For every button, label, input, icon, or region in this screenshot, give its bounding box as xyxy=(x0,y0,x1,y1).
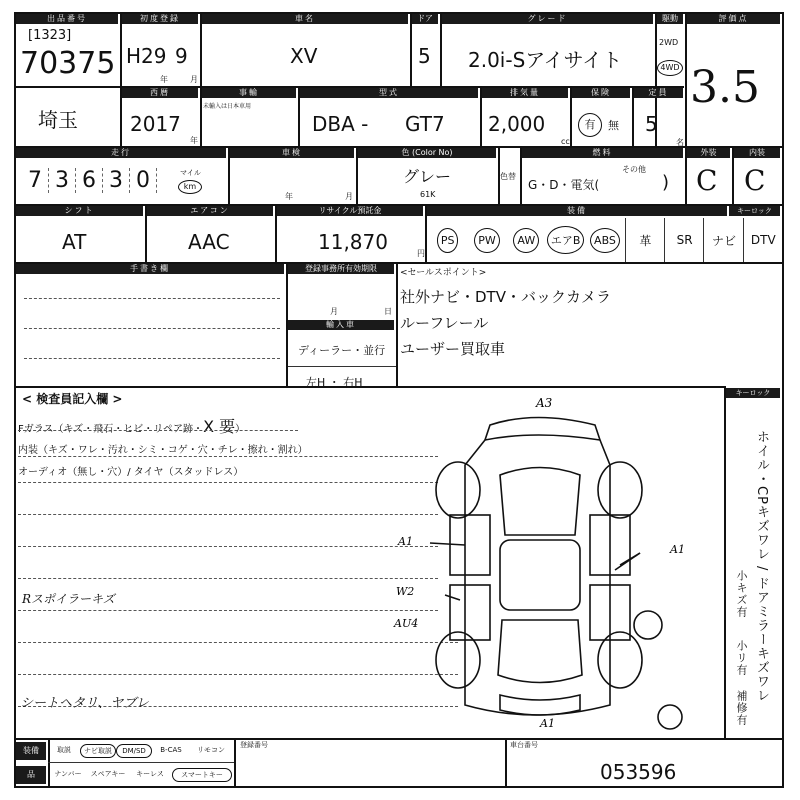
model-year: 2017 xyxy=(130,112,181,136)
footer-item: キーレス xyxy=(136,770,164,778)
mileage-digit: 7 xyxy=(22,168,49,193)
mark-left-rear: W2 xyxy=(396,585,415,598)
equipment-item xyxy=(743,218,783,262)
footer-item: ナンバー xyxy=(54,770,82,778)
reg-date-header: 登録事務所有効期限 xyxy=(288,264,394,274)
insurance-header: 保険 xyxy=(572,88,630,98)
footer-items-row2 xyxy=(50,766,234,784)
ac-header: エアコン xyxy=(147,206,273,216)
cc-unit: cc xyxy=(561,137,570,146)
equipment-label: エアB xyxy=(547,226,585,254)
audio-line: オーディオ（無し・穴）/ タイヤ（スタッドレス） xyxy=(18,467,244,478)
footer-item: DM/SD xyxy=(116,744,152,758)
equipment-item xyxy=(507,218,546,262)
mileage-digit: 3 xyxy=(103,168,130,193)
handwritten-note-2: シートヘタリ、ヤブレ xyxy=(20,696,149,711)
drive-header: 駆動 xyxy=(657,14,683,24)
equipment-item xyxy=(625,218,665,262)
dealer-option: ディーラー・並行 xyxy=(298,344,386,357)
import-note: 未輸入は日本車用 xyxy=(203,103,252,110)
v-rule xyxy=(396,262,398,386)
frame-left xyxy=(14,12,16,788)
recycle-header: リサイクル預託金 xyxy=(277,206,423,216)
footer-label-2: 品 xyxy=(16,766,46,784)
dashed-rule xyxy=(18,578,438,579)
sales-points xyxy=(400,284,611,362)
model-prefix: DBA - xyxy=(312,112,369,136)
mark-front: A3 xyxy=(536,396,553,410)
equipment-label: ABS xyxy=(590,228,620,253)
dashed-rule xyxy=(18,430,298,431)
reg-number-label: 登録番号 xyxy=(240,741,268,749)
right-note-1: 小キズ有 xyxy=(735,570,748,618)
reg-month: 月 xyxy=(330,307,338,316)
mileage-header: 走行 xyxy=(16,148,226,158)
dashed-rule xyxy=(24,298,280,299)
fuel-other-label: その他 xyxy=(622,165,646,174)
model-header: 型式 xyxy=(300,88,478,98)
insurance-yes: 有 xyxy=(578,113,602,137)
model-code: GT7 xyxy=(405,112,445,136)
displacement-header: 排気量 xyxy=(482,88,568,98)
drive-2wd: 2WD xyxy=(659,38,679,47)
mileage-digit: 6 xyxy=(76,168,103,193)
equipment-item xyxy=(467,218,506,262)
capacity-header: 定員 xyxy=(634,88,683,98)
color-change: 色替 xyxy=(500,172,516,181)
car-diagram xyxy=(390,395,685,740)
inspection-header: 車検 xyxy=(230,148,354,158)
equipment-list xyxy=(428,218,782,262)
mark-rear: A1 xyxy=(540,717,555,730)
color-code: 61K xyxy=(420,190,436,199)
sales-label: <セールスポイント> xyxy=(400,268,487,278)
glass-mark: X 要 xyxy=(203,417,236,436)
lot-bracket: [1323] xyxy=(28,28,72,43)
grade-header: グレード xyxy=(442,14,653,24)
capacity-unit: 名 xyxy=(676,138,684,147)
year-unit: 年 xyxy=(190,136,198,145)
dashed-rule xyxy=(24,328,280,329)
footer-item: ナビ取説 xyxy=(80,744,116,758)
equipment-label: 革 xyxy=(639,233,652,248)
handwritten-note-1: Rスポイラーキズ xyxy=(22,592,115,606)
doors-header: ドア xyxy=(412,14,438,24)
inspection-month-unit: 月 xyxy=(345,192,353,201)
month-unit: 月 xyxy=(190,75,198,84)
mile-unit: マイル xyxy=(180,169,201,177)
fuel-close: ) xyxy=(662,172,670,193)
equipment-label: PW xyxy=(474,228,500,253)
dashed-rule xyxy=(18,610,438,611)
lot-header: 出品番号 xyxy=(16,14,118,24)
grade: 2.0i-Sアイサイト xyxy=(468,48,623,72)
sales-point: ルーフレール xyxy=(400,314,489,332)
first-reg-header: 初度登録 xyxy=(122,14,198,24)
interior-line: 内装（キズ・ワレ・汚れ・シミ・コゲ・穴・チレ・擦れ・割れ） xyxy=(18,445,308,456)
car-name: XV xyxy=(290,44,318,68)
equipment-label: ナビ xyxy=(711,233,736,248)
equipment-label: DTV xyxy=(750,233,776,247)
equipment-item xyxy=(428,218,467,262)
location: 埼玉 xyxy=(38,108,78,132)
equipment-item xyxy=(703,218,743,262)
fuel-options: G・D・電気( xyxy=(528,178,600,192)
dashed-rule xyxy=(24,358,280,359)
recycle-fee: 11,870 xyxy=(318,230,388,254)
dashed-rule xyxy=(18,514,438,515)
chassis-number: 053596 xyxy=(600,760,677,784)
steering-option: 左H ・ 右H xyxy=(306,376,363,389)
footer-item: B-CAS xyxy=(160,746,182,754)
color-header: 色 (Color No) xyxy=(358,148,496,158)
equipment-header: 装備 xyxy=(427,206,727,216)
keylock-header: キーロック xyxy=(729,206,780,216)
rule xyxy=(48,762,234,763)
right-note-2: 小リ有 xyxy=(735,640,748,676)
equipment-item xyxy=(546,218,585,262)
footer-items-row1 xyxy=(50,742,234,760)
mileage-digit: 0 xyxy=(130,168,157,193)
dashed-rule xyxy=(18,456,438,457)
color: グレー xyxy=(403,167,452,186)
footer-label-1: 装備 xyxy=(16,742,46,760)
km-unit: km xyxy=(178,180,202,194)
shift: AT xyxy=(62,230,87,254)
v-rule xyxy=(234,738,236,786)
reg-day: 日 xyxy=(384,307,392,316)
footer-item: スペアキー xyxy=(90,770,126,778)
sales-point: 社外ナビ・DTV・バックカメラ xyxy=(400,288,611,306)
displacement: 2,000 xyxy=(488,112,546,136)
entry-header: 輸入車 xyxy=(288,320,394,330)
mileage-digit: 3 xyxy=(49,168,76,193)
mark-left-bumper: AU4 xyxy=(394,617,419,630)
v-rule xyxy=(724,386,726,738)
chassis-label: 車台番号 xyxy=(510,741,538,749)
equipment-item xyxy=(664,218,704,262)
exterior-grade: C xyxy=(696,164,718,197)
inspection-year-unit: 年 xyxy=(285,192,293,201)
v-rule xyxy=(120,12,122,146)
handwrite-header: 手書き欄 xyxy=(16,264,284,274)
lot-number: 70375 xyxy=(20,46,116,81)
footer-item: リモコン xyxy=(197,746,225,754)
v-rule xyxy=(505,738,507,786)
score: 3.5 xyxy=(690,62,760,113)
interior-grade: C xyxy=(744,164,766,197)
keylock-box: キーロック xyxy=(726,388,780,398)
v-rule xyxy=(685,12,687,146)
sales-point: ユーザー買取車 xyxy=(400,340,506,358)
mark-right: A1 xyxy=(670,543,685,556)
yen-unit: 円 xyxy=(417,249,425,258)
footer-item: 取説 xyxy=(57,746,71,754)
year-header: 西暦 xyxy=(122,88,198,98)
capacity: 5 xyxy=(645,112,658,136)
equipment-label: PS xyxy=(437,228,459,253)
equipment-label: SR xyxy=(676,233,693,247)
glass-close: ） xyxy=(235,424,246,435)
glass-text: Fガラス（キズ・飛石・ヒビ・リペア跡・ xyxy=(18,424,204,435)
import-header: 事輸 xyxy=(202,88,296,98)
right-note-3: 補修有 xyxy=(735,690,748,726)
dashed-rule xyxy=(18,546,438,547)
dashed-rule xyxy=(18,482,438,483)
first-reg-month: 9 xyxy=(175,44,188,68)
shift-header: シフト xyxy=(16,206,143,216)
year-unit: 年 xyxy=(160,75,168,84)
right-notes: ホイル・CPキズワレ / ドアミラーキズワレ xyxy=(754,430,769,703)
ac: AAC xyxy=(188,230,230,254)
inspection-title: < 検査員記入欄 > xyxy=(22,392,123,406)
exterior-header: 外装 xyxy=(687,148,730,158)
fuel-header: 燃料 xyxy=(522,148,683,158)
interior-header: 内装 xyxy=(734,148,780,158)
frame-right xyxy=(782,12,784,788)
first-reg-era: H29 xyxy=(126,44,167,68)
mark-left-front: A1 xyxy=(398,535,413,548)
mileage-digits xyxy=(22,168,157,193)
score-header: 評価点 xyxy=(687,14,780,24)
rule xyxy=(288,366,396,367)
footer-item: スマートキー xyxy=(172,768,232,782)
drive-4wd: 4WD xyxy=(657,60,683,76)
frame-bottom xyxy=(14,786,784,788)
insurance-no: 無 xyxy=(608,119,619,132)
equipment-label: AW xyxy=(513,228,539,253)
doors: 5 xyxy=(418,44,431,68)
car-name-header: 車名 xyxy=(202,14,408,24)
glass-line xyxy=(18,414,245,437)
rule-row5 xyxy=(14,386,724,388)
equipment-item xyxy=(585,218,624,262)
